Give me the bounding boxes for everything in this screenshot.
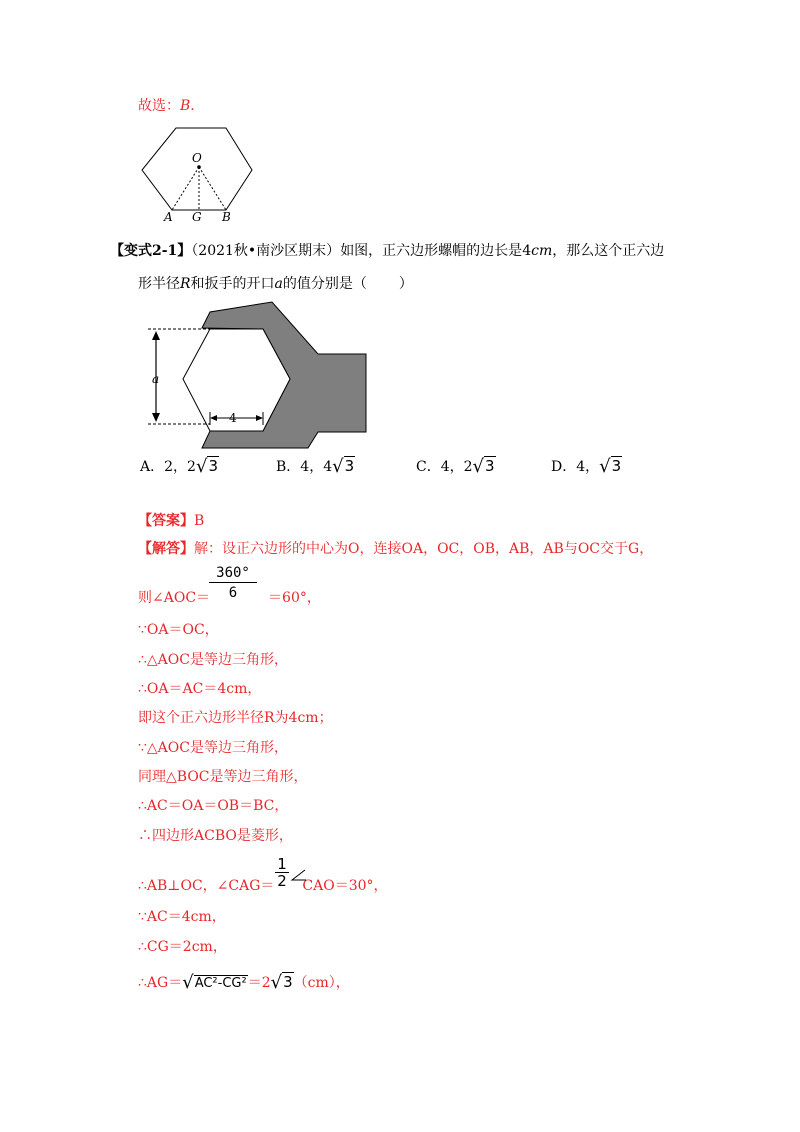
solution-intro-text: 解：设正六边形的中心为O，连接OA，OC，OB，AB，AB与OC交于G，: [194, 541, 654, 557]
solution-line-3: ∴△AOC是等边三角形，: [138, 652, 288, 668]
solution-l13-post: （cm），: [293, 975, 350, 991]
option-radicand: 3: [485, 457, 495, 475]
fraction-numerator: 360°: [216, 565, 250, 581]
solution-line-4: ∴OA＝AC＝4cm，: [138, 681, 262, 697]
option-b[interactable]: B．4，4√3: [276, 456, 355, 477]
solution-line-7: 同理△BOC是等边三角形，: [138, 769, 308, 785]
problem-text-2a: 形半径: [138, 276, 180, 292]
label-4: 4: [229, 411, 237, 425]
answer-line: [138, 511, 204, 531]
fraction-half: [275, 856, 289, 889]
side-length: 4: [522, 243, 532, 259]
arrow-up: [152, 331, 160, 340]
problem-text-2c: 的值分别是（: [282, 276, 367, 292]
option-c[interactable]: C．4，2√3: [416, 456, 495, 477]
answer-value: B: [194, 513, 205, 529]
label-o: O: [192, 151, 202, 165]
previous-answer: [138, 96, 195, 116]
option-letter: C．: [416, 459, 441, 475]
solution-line-2: ∵OA＝OC，: [138, 622, 219, 638]
label-g: G: [192, 210, 202, 224]
label-a: A: [164, 210, 173, 224]
solution-line-10: [138, 876, 388, 896]
solution-line-1: [138, 588, 321, 608]
half-denominator: 2: [277, 872, 287, 890]
problem-source: （2021秋•南沙区期末）: [191, 243, 341, 259]
solution-l10-pre: ∴AB⊥OC，∠CAG＝: [138, 878, 275, 894]
problem-text-2d: ）: [398, 276, 413, 292]
problem-tag: 【变式2-1】: [110, 243, 192, 259]
option-d[interactable]: D．4，√3: [551, 456, 622, 477]
problem-line-2: [138, 274, 413, 294]
solution-line-11: ∵AC＝4cm，: [138, 909, 226, 925]
solution-line-12: ∴CG＝2cm，: [138, 939, 227, 955]
solution-tag: 【解答】: [138, 541, 194, 557]
solution-intro: [138, 539, 653, 559]
radicand-ac-cg: AC²-CG²: [194, 976, 247, 991]
solution-line-8: ∴AC＝OA＝OB＝BC，: [138, 798, 289, 814]
solution-line-13: ∴AG＝√AC²-CG²＝2√3（cm），: [138, 972, 350, 993]
solution-l13-mid: ＝2: [247, 975, 271, 991]
solution-l1-post: ＝60°，: [268, 590, 321, 606]
unit: cm: [531, 243, 553, 259]
solution-line-5: 即这个正六边形半径R为4cm；: [138, 710, 333, 726]
previous-answer-choice: B.: [180, 98, 195, 114]
option-text: 2，2: [164, 459, 196, 475]
solution-l13-pre: ∴AG＝: [138, 975, 183, 991]
option-letter: B．: [276, 459, 301, 475]
radicand-3: 3: [283, 973, 293, 991]
radius-symbol: R: [180, 276, 191, 292]
solution-l10-post: CAO＝30°，: [302, 878, 388, 894]
problem-text: 如图，正六边形螺帽的边长是: [340, 243, 523, 259]
option-text: 4，4: [300, 459, 333, 475]
angle-icon: [290, 868, 308, 882]
arrow-down: [152, 413, 160, 422]
option-radicand: 3: [611, 457, 622, 475]
wrench-figure: [140, 300, 380, 450]
option-letter: D．: [551, 459, 577, 475]
fraction-denominator: 6: [228, 585, 238, 601]
option-text: 4，2: [440, 459, 473, 475]
answer-tag: 【答案】: [138, 513, 194, 529]
problem-text-cont: ，那么这个正六边: [552, 243, 665, 259]
segment-ob: [199, 167, 226, 210]
option-letter: A．: [140, 459, 165, 475]
segment-oa: [172, 167, 199, 210]
label-a-opening: a: [152, 372, 160, 386]
option-radicand: 3: [344, 457, 355, 475]
solution-line-6: ∵△AOC是等边三角形，: [138, 740, 288, 756]
previous-answer-label: 故选：: [138, 98, 180, 114]
label-b: B: [222, 210, 231, 224]
problem-text-2b: 和扳手的开口: [190, 276, 275, 292]
option-a[interactable]: A．2，2√3: [140, 456, 218, 477]
opening-symbol: a: [274, 276, 283, 292]
solution-line-9: ∴四边形ACBO是菱形，: [138, 828, 293, 844]
half-numerator: 1: [277, 855, 287, 873]
solution-l1-pre: 则∠AOC＝: [138, 590, 211, 606]
option-text: 4，: [576, 459, 600, 475]
hexagon-figure: [134, 124, 264, 224]
option-radicand: 3: [208, 457, 218, 475]
hexagon-outline: [142, 128, 252, 210]
problem-line-1: [110, 241, 664, 261]
